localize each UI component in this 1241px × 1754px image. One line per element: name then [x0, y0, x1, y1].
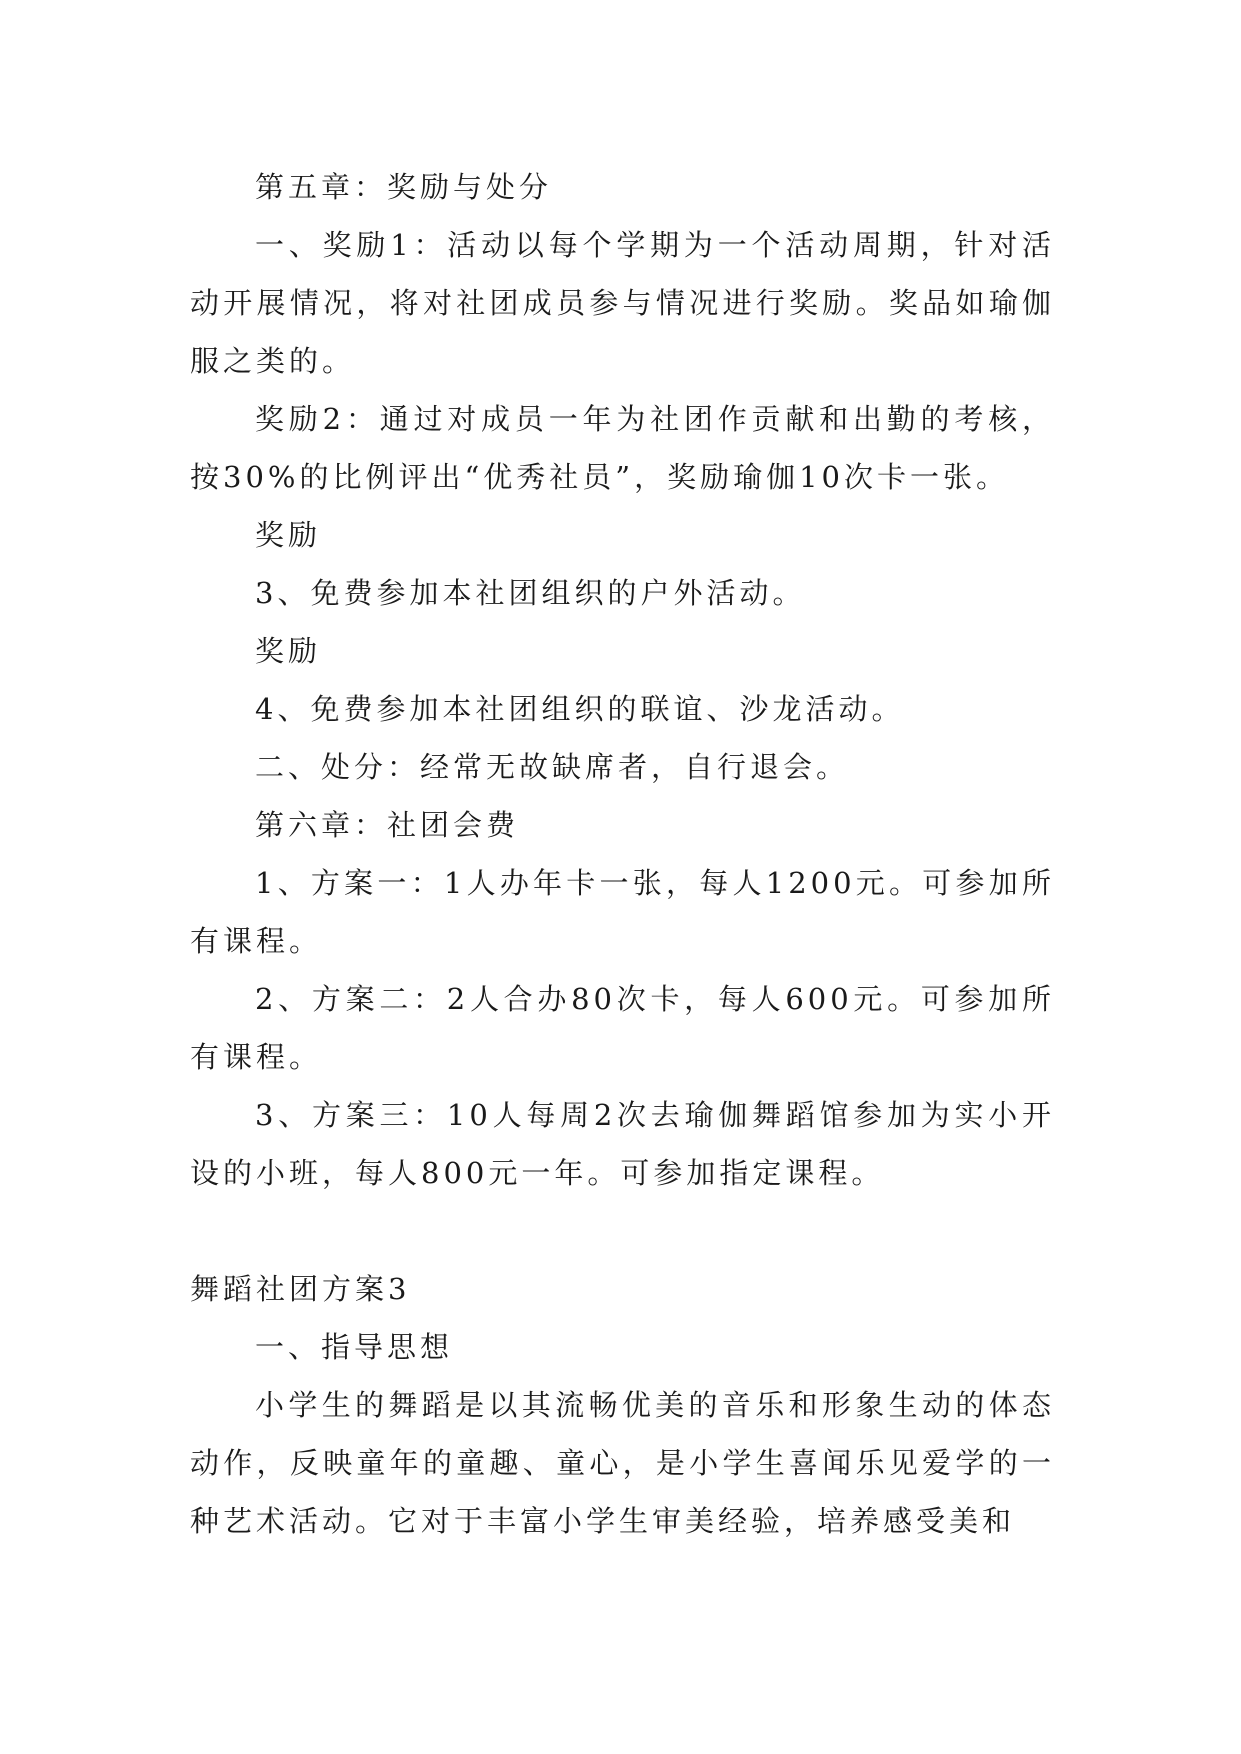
guiding-thought-heading: 一、指导思想 — [255, 1330, 454, 1364]
paragraph-reward-1: 一、奖励1：活动以每个学期为一个活动周期，针对活动开展情况，将对社团成员参与情况进行奖励。奖品如瑜伽服之类的。 — [190, 228, 1055, 378]
paragraph-guiding-thought: 小学生的舞蹈是以其流畅优美的音乐和形象生动的体态动作，反映童年的童趣、童心，是小学生喜闻乐见爱学的一种艺术活动。它对于丰富小学生审美经验，培养感受美和 — [190, 1388, 1055, 1538]
paragraph-plan-1: 1、方案一：1人办年卡一张，每人1200元。可参加所有课程。 — [190, 866, 1055, 958]
section-title: 舞蹈社团方案3 — [190, 1272, 411, 1306]
document-page — [190, 158, 1055, 1550]
paragraph-punishment: 二、处分：经常无故缺席者，自行退会。 — [255, 750, 850, 784]
paragraph-plan-3: 3、方案三：10人每周2次去瑜伽舞蹈馆参加为实小开设的小班，每人800元一年。可参加指定课程。 — [190, 1098, 1055, 1190]
paragraph-reward-4: 4、免费参加本社团组织的联谊、沙龙活动。 — [255, 692, 905, 726]
chapter-5-heading: 第五章：奖励与处分 — [255, 170, 553, 204]
chapter-6-heading: 第六章：社团会费 — [255, 808, 520, 842]
paragraph-reward-3: 3、免费参加本社团组织的户外活动。 — [255, 576, 806, 610]
paragraph-reward-label-3: 奖励 — [255, 518, 322, 552]
paragraph-reward-label-4: 奖励 — [255, 634, 322, 668]
paragraph-reward-2: 奖励2：通过对成员一年为社团作贡献和出勤的考核，按30%的比例评出“优秀社员”，奖励瑜伽10次卡一张。 — [190, 402, 1055, 494]
paragraph-plan-2: 2、方案二：2人合办80次卡，每人600元。可参加所有课程。 — [190, 982, 1055, 1074]
